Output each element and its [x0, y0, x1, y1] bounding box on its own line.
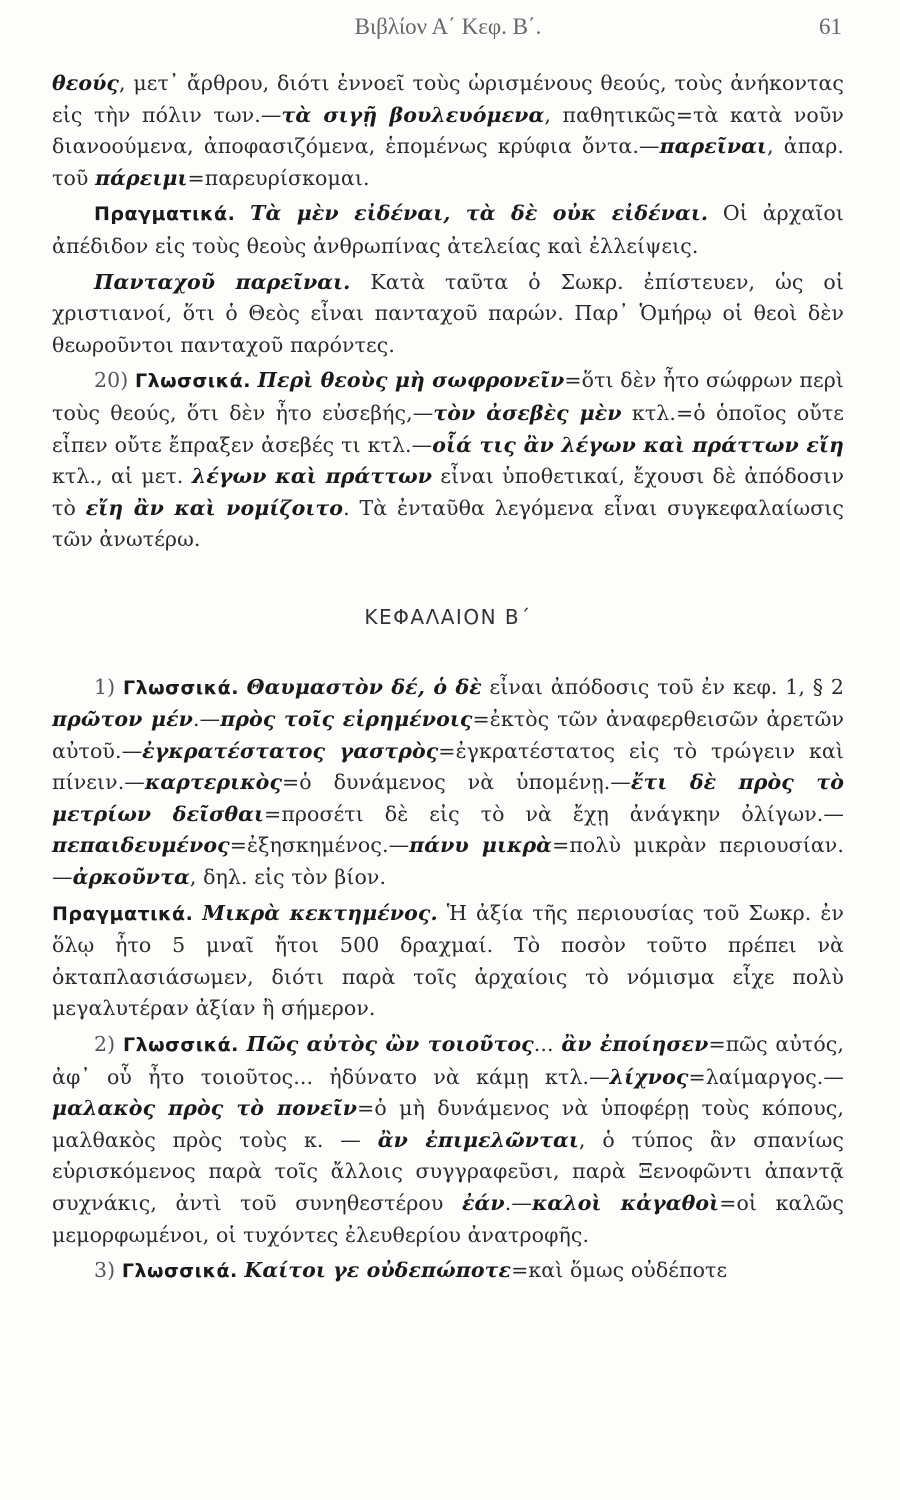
text-run: =προσέτι δὲ εἰς τὸ νὰ ἔχῃ ἀνάγκην ὀλίγων.— — [264, 801, 844, 826]
lemma-term: Τὰ μὲν εἰδέναι, τὰ δὲ οὐκ εἰδέναι. — [250, 201, 709, 226]
lemma-term: πρῶτον μέν — [52, 707, 193, 732]
text-run: .— — [193, 707, 221, 732]
text-run: =ἐξησκημένος.— — [229, 833, 410, 858]
text-run: , παθητικῶς=τὰ κατὰ νοῦν διανοούμενα, ἀποφασιζόμενα, ἑπομένως κρύφια ὄντα.— — [52, 102, 844, 159]
lemma-term: ἂν ἐποίησεν — [561, 1032, 709, 1057]
lemma-term: λέγων καὶ πράττων — [191, 464, 433, 489]
text-run: εἶναι ὑποθετικαί, ἔχουσι δὲ ἀπόδοσιν τὸ — [52, 464, 845, 520]
text-run — [239, 675, 247, 699]
running-header — [52, 14, 844, 48]
text-run: ... — [533, 1032, 562, 1057]
lemma-term: Πανταχοῦ παρεῖναι. — [94, 269, 351, 294]
lemma-term: τὸν ἀσεβὲς μὲν — [433, 400, 622, 425]
text-run: , δηλ. εἰς τὸν βίον. — [189, 865, 387, 890]
text-run: =πολὺ μικρὰν περιουσίαν.— — [52, 833, 844, 890]
text-run: =καὶ ὅμως οὐδέποτε — [511, 1258, 728, 1283]
text-run: . Τὰ ἐνταῦθα λεγόμενα εἶναι συγκεφαλαίωσις τῶν ἀνωτέρω. — [52, 495, 845, 552]
text-run: =πῶς αὐτός, ἀφ᾽ οὗ ἦτο τοιοῦτος... ἠδύνατο νὰ κάμῃ κτλ.— — [52, 1032, 844, 1089]
section-label: Γλωσσικά. — [135, 370, 251, 393]
text-run: , ὁ τύπος ἂν σπανίως εὑρισκόμενος παρὰ τοῖς ἄλλοις συγγραφεῦσι, παρὰ Ξενοφῶντι ἀπαντᾷ συχνάκις, ἀντὶ τοῦ συνηθεστέρου — [52, 1127, 844, 1215]
lemma-term: ἂν ἐπιμελῶνται — [377, 1127, 579, 1152]
text-run: Κατὰ ταῦτα ὁ Σωκρ. ἐπίστευεν, ὡς οἱ χριστιανοί, ὅτι ὁ Θεὸς εἶναι πανταχοῦ παρών. Παρ᾽ Ὁμήρῳ οἱ θεοὶ δὲν θεωροῦντοι πανταχοῦ παρόντες. — [52, 269, 844, 357]
lemma-term: τὰ σιγῇ βουλευόμενα — [281, 102, 545, 127]
lemma-term: ἐάν — [461, 1191, 505, 1215]
paragraph — [52, 898, 844, 1025]
paragraph — [52, 198, 844, 262]
note-number: 20) — [94, 368, 135, 393]
text-run: κτλ., αἱ μετ. — [52, 464, 192, 489]
lemma-term: θεούς — [52, 71, 120, 95]
text-run — [251, 368, 258, 392]
lemma-term: Θαυμαστὸν δέ, ὁ δὲ — [246, 674, 482, 699]
lemma-term: ἔτι δὲ πρὸς τὸ μετρίων δεῖσθαι — [52, 770, 844, 826]
text-run: =ὁ δυνάμενος νὰ ὑπομένῃ.— — [282, 770, 631, 795]
lemma-term: καλοὶ κἀγαθοὶ — [531, 1191, 720, 1215]
text-run: , μετ᾽ ἄρθρου, διότι ἐννοεῖ τοὺς ὡρισμένους θεούς, τοὺς ἀνήκοντας εἰς τὴν πόλιν των.— — [52, 71, 844, 127]
lemma-term: πάρειμι — [95, 165, 188, 190]
text-run: , ἀπαρ. τοῦ — [52, 134, 844, 190]
paragraph — [52, 672, 844, 894]
text-run: =ἐγκρατέστατος εἰς τὸ τρώγειν καὶ πίνειν.— — [52, 738, 844, 795]
text-run — [193, 901, 202, 925]
paragraph — [52, 365, 844, 556]
chapter-section — [52, 672, 844, 1288]
lemma-term: Καίτοι γε οὐδεπώποτε — [244, 1258, 512, 1283]
note-number: 1) — [94, 674, 123, 699]
lemma-term: μαλακὸς πρὸς τὸ πονεῖν — [52, 1096, 358, 1121]
text-run: .— — [504, 1191, 532, 1215]
lemma-term: οἷά τις ἂν λέγων καὶ πράττων εἴη — [432, 432, 845, 457]
text-run: κτλ.=ὁ ὁποῖος οὔτε εἶπεν οὔτε ἔπραξεν ἀσεβές τι κτλ.— — [52, 400, 845, 457]
text-run: Ἡ ἀξία τῆς περιουσίας τοῦ Σωκρ. ἐν ὅλῳ ἦτο 5 μναῖ ἤτοι 500 δραχμαί. Τὸ ποσὸν τοῦτο πρέπει νὰ ὀκταπλασιάσωμεν, διότι παρὰ τοῖς ἀρχαίοις τὸ νόμισμα εἶχε πολὺ μεγαλυτέραν ἀξίαν ἢ σήμερον. — [52, 900, 844, 1021]
text-run: =παρευρίσκομαι. — [187, 165, 370, 190]
page-number: 61 — [819, 14, 842, 39]
text-run: εἶναι ἀπόδοσις τοῦ ἐν κεφ. 1, § 2 — [481, 674, 845, 699]
book-page — [52, 0, 844, 1500]
section-label: Γλωσσικά. — [121, 1260, 238, 1283]
text-run — [239, 1032, 247, 1056]
lemma-term: πρὸς τοῖς εἰρημένοις — [220, 707, 473, 732]
paragraph — [52, 267, 844, 362]
lemma-term: λίχνος — [609, 1064, 689, 1089]
lemma-term: Μικρὰ κεκτημένος. — [202, 900, 438, 925]
text-run — [235, 201, 250, 225]
text-run: =ὁ μὴ δυνάμενος νὰ ὑποφέρῃ τοὺς κόπους, μαλθακὸς πρὸς τοὺς κ. — — [52, 1096, 844, 1152]
section-label: Γλωσσικά. — [123, 676, 239, 699]
page-body — [52, 68, 844, 1288]
commentary-section — [52, 68, 844, 556]
paragraph — [52, 68, 844, 194]
running-title: Βιβλίον Α΄ Κεφ. Β΄. — [354, 14, 542, 39]
section-label: Γλωσσικά. — [122, 1034, 239, 1057]
text-run: =ἐκτὸς τῶν ἀναφερθεισῶν ἀρετῶν αὐτοῦ.— — [52, 707, 845, 763]
lemma-term: καρτερικὸς — [144, 770, 283, 795]
lemma-term: Πῶς αὐτὸς ὢν τοιοῦτος — [246, 1032, 534, 1057]
note-number: 3) — [94, 1258, 122, 1283]
chapter-heading: ΚΕΦΑΛΑΙΟΝ Β΄ — [364, 604, 532, 629]
lemma-term: πεπαιδευμένος — [52, 833, 230, 858]
paragraph — [52, 1255, 844, 1288]
text-run: Οἱ ἀρχαῖοι ἀπέδιδον εἰς τοὺς θεοὺς ἀνθρωπίνας ἀτελείας καὶ ἐλλείψεις. — [52, 201, 844, 258]
lemma-term: ἐγκρατέστατος γαστρὸς — [142, 738, 439, 763]
text-run: =ὅτι δὲν ἦτο σώφρων περὶ τοὺς θεούς, ὅτι δὲν ἦτο εὐσεβής,— — [52, 368, 845, 425]
text-run: =οἱ καλῶς μεμορφωμένοι, οἱ τυχόντες ἐλευθερίου ἀνατροφῆς. — [52, 1191, 844, 1247]
lemma-term: Περὶ θεοὺς μὴ σωφρονεῖν — [257, 368, 565, 393]
lemma-term: παρεῖναι — [659, 134, 768, 159]
paragraph — [52, 1029, 844, 1251]
text-run: =λαίμαργος.— — [688, 1064, 844, 1089]
section-label: Πραγματικά. — [94, 203, 236, 226]
note-number: 2) — [94, 1032, 123, 1057]
lemma-term: εἴη ἂν καὶ νομίζοιτο — [85, 495, 344, 520]
lemma-term: ἀρκοῦντα — [72, 865, 190, 890]
lemma-term: πάνυ μικρὰ — [409, 833, 553, 858]
section-label: Πραγματικά. — [52, 902, 194, 925]
